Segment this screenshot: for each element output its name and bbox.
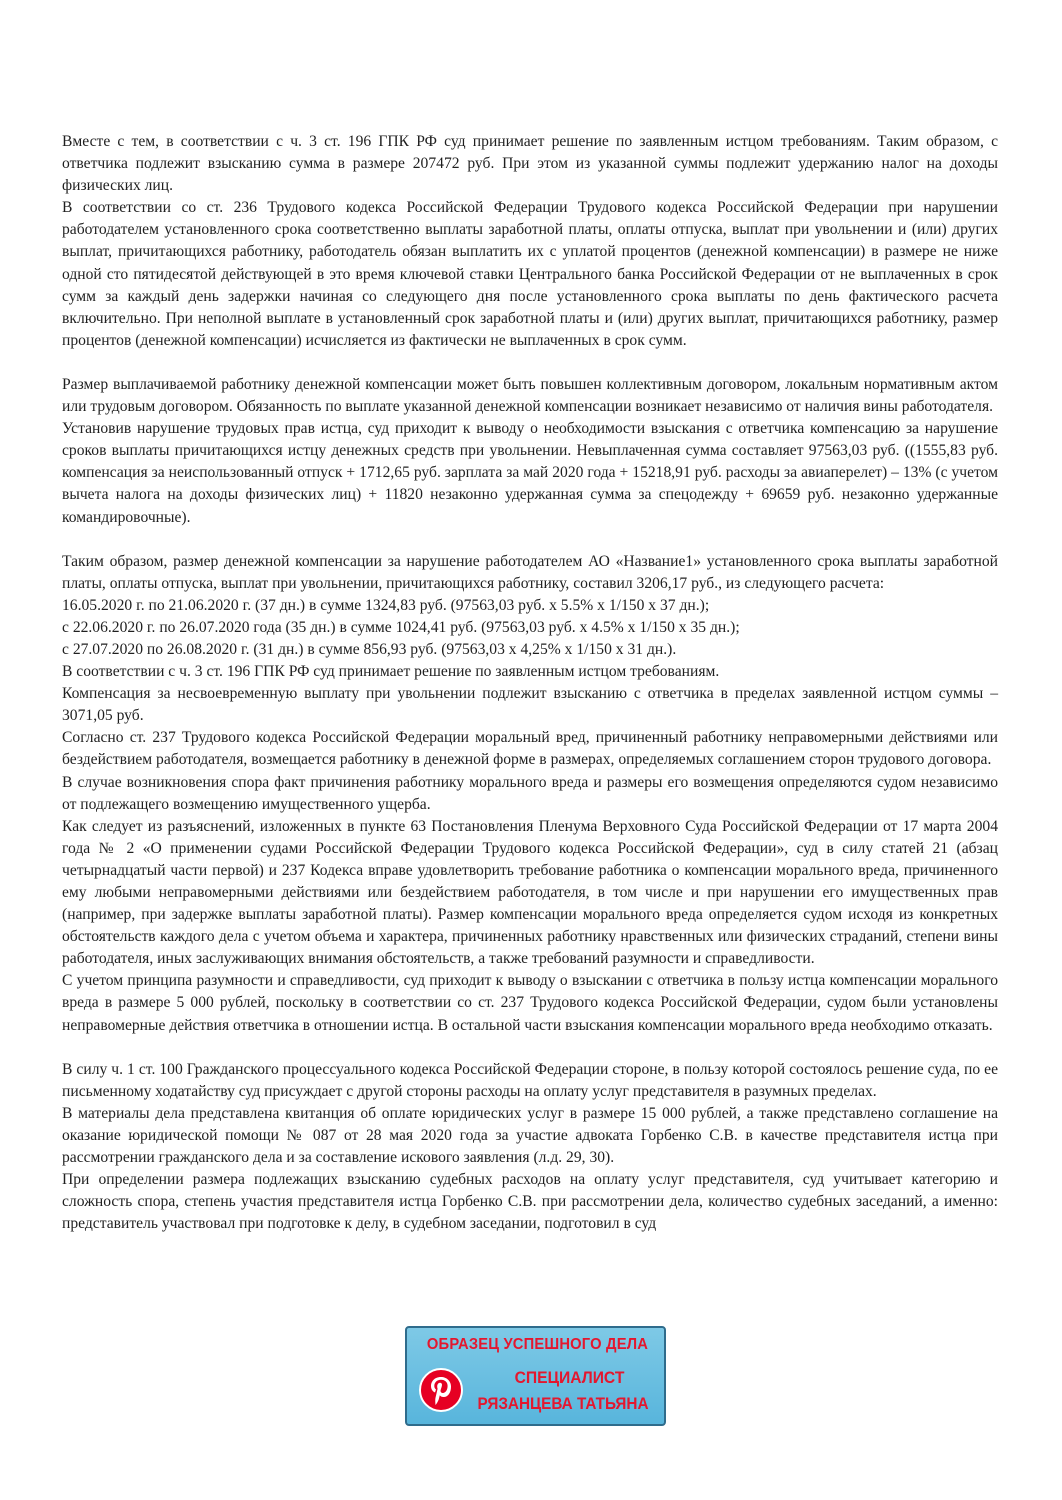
paragraph: Согласно ст. 237 Трудового кодекса Российской Федерации моральный вред, причиненный работнику неправомерными действиями или бездействием работодателя, возмещается работнику в денежной форме в размерах, определяемых соглашением сторон трудового договора. (62, 729, 998, 769)
logo-line2: РЯЗАНЦЕВА ТАТЬЯНА (477, 1394, 649, 1413)
paragraph-gap (62, 352, 998, 374)
paragraph: В соответствии со ст. 236 Трудового кодекса Российской Федерации Трудового кодекса Российской Федерации при нарушении работодателем установленного срока соответственно выплаты заработной платы, оплаты отпуска, выплат при увольнении и (или) других выплат, причитающихся работнику, работодатель обязан выплатить их с уплатой процентов (денежной компенсации) в размере не ниже одной сто пятидесятой действующей в это время ключевой ставки Центрального банка Российской Федерации от не выплаченных в срок сумм за каждый день задержки начиная со следующего дня после установленного срока выплаты по день фактического расчета включительно. При неполной выплате в установленный срок заработной платы и (или) других выплат, причитающихся работнику, размер процентов (денежной компенсации) исчисляется из фактически не выплаченных в срок сумм. (62, 199, 998, 349)
paragraph: Как следует из разъяснений, изложенных в пункте 63 Постановления Пленума Верховного Суда Российской Федерации от 17 марта 2004 года № 2 «О применении судами Российской Федерации Трудового кодекса Российской Федерации», суд в силу статей 21 (абзац четырнадцатый части первой) и 237 Кодекса вправе удовлетворить требование работника о компенсации морального вреда, причиненного ему любыми неправомерными действиями или бездействием работодателя, в том числе и при нарушении его имущественных прав (например, при задержке выплаты заработной платы). Размер компенсации морального вреда определяется судом исходя из конкретных обстоятельств каждого дела с учетом объема и характера, причиненных работнику нравственных или физических страданий, степени вины работодателя, иных заслуживающих внимания обстоятельств, а также требований разумности и справедливости. (62, 817, 998, 968)
paragraph: В материалы дела представлена квитанция об оплате юридических услуг в размере 15 000 рублей, а также представлено соглашение на оказание юридической помощи № 087 от 28 мая 2020 года за участие адвоката Горбенко С.В. в качестве представителя истца при рассмотрении гражданского дела и за составление искового заявления (л.д. 29, 30). (62, 1104, 998, 1167)
document-body (62, 131, 998, 1235)
logo-line1: СПЕЦИАЛИСТ (514, 1368, 625, 1387)
logo-title: ОБРАЗЕЦ УСПЕШНОГО ДЕЛА (426, 1336, 649, 1353)
paragraph-gap (62, 529, 998, 551)
paragraph: С учетом принципа разумности и справедливости, суд приходит к выводу о взыскании с ответчика в пользу истца компенсации морального вреда в размере 5 000 рублей, поскольку в соответствии со ст. 237 Трудового кодекса Российской Федерации, судом были установлены неправомерные действия ответчика в отношении истца. В остальной части взыскания компенсации морального вреда необходимо отказать. (62, 972, 998, 1034)
pinterest-icon (419, 1368, 463, 1412)
paragraph: В силу ч. 1 ст. 100 Гражданского процессуального кодекса Российской Федерации стороне, в пользу которой состоялось решение суда, по ее письменному ходатайству суд присуждает с другой стороны расходы на оплату услуг представителя в разумных пределах. (62, 1060, 998, 1100)
paragraph: Вместе с тем, в соответствии с ч. 3 ст. 196 ГПК РФ суд принимает решение по заявленным истцом требованиям. Таким образом, с ответчика подлежит взысканию сумма в размере 207472 руб. При этом из указанной суммы подлежит удержанию налог на доходы физических лиц. (62, 133, 998, 195)
paragraph: Установив нарушение трудовых прав истца, суд приходит к выводу о необходимости взыскания с ответчика компенсацию за нарушение сроков выплаты причитающихся истцу денежных средств при увольнении. Невыплаченная сумма составляет 97563,03 руб. ((1555,83 руб. компенсация за неиспользованный отпуск + 1712,65 руб. зарплата за май 2020 года + 15218,91 руб. расходы за авиаперелет) – 13% (с учетом вычета налога на доходы физических лиц) + 11820 незаконно удержанная сумма за спецодежду + 69659 руб. незаконно удержанные командировочные). (62, 420, 998, 526)
watermark-logo (405, 1326, 666, 1426)
paragraph: Таким образом, размер денежной компенсации за нарушение работодателем АО «Название1» установленного срока выплаты заработной платы, оплаты отпуска, выплат при увольнении, причитающихся работнику, составил 3206,17 руб., из следующего расчета: (62, 552, 998, 592)
paragraph: Размер выплачиваемой работнику денежной компенсации может быть повышен коллективным договором, локальным нормативным актом или трудовым договором. Обязанность по выплате указанной денежной компенсации возникает независимо от наличия вины работодателя. (62, 375, 998, 416)
calculation-line: 16.05.2020 г. по 21.06.2020 г. (37 дн.) в сумме 1324,83 руб. (97563,03 руб. x 5.5% x 1/150 x 37 дн.); (62, 596, 710, 614)
calculation-line: с 27.07.2020 по 26.08.2020 г. (31 дн.) в сумме 856,93 руб. (97563,03 x 4,25% x 1/150 x 31 дн.). (62, 640, 677, 658)
paragraph: В соответствии с ч. 3 ст. 196 ГПК РФ суд принимает решение по заявленным истцом требованиям. (62, 663, 720, 681)
paragraph: Компенсация за несвоевременную выплату при увольнении подлежит взысканию с ответчика в пределах заявленной истцом суммы – 3071,05 руб. (62, 685, 998, 725)
calculation-line: с 22.06.2020 г. по 26.07.2020 года (35 дн.) в сумме 1024,41 руб. (97563,03 руб. x 4.5% x 1/150 x 35 дн.); (62, 618, 740, 636)
paragraph: В случае возникновения спора факт причинения работнику морального вреда и размеры его возмещения определяются судом независимо от подлежащего возмещению имущественного ущерба. (62, 773, 998, 813)
paragraph-gap (62, 1037, 998, 1059)
paragraph: При определении размера подлежащих взысканию судебных расходов на оплату услуг представителя, суд учитывает категорию и сложность спора, степень участия представителя истца Горбенко С.В. при рассмотрении дела, количество судебных заседаний, а именно: представитель участвовал при подготовке к делу, в судебном заседании, подготовил в суд (62, 1171, 998, 1233)
